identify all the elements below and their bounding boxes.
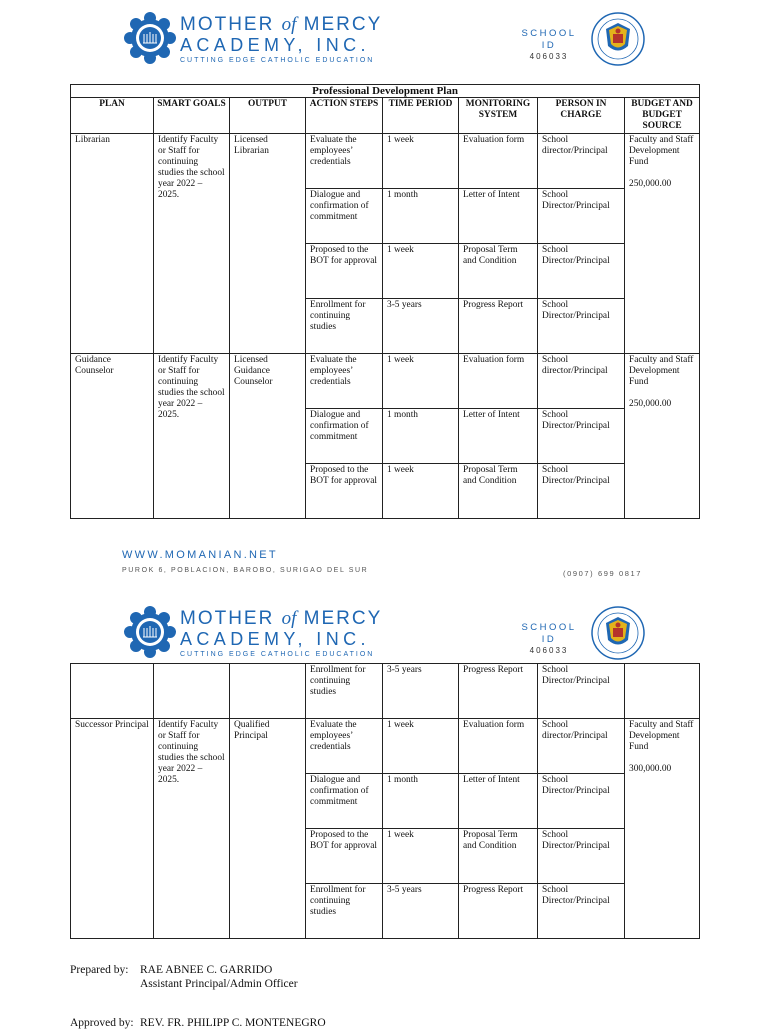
output-cell: Licensed Guidance Counselor bbox=[230, 354, 306, 519]
person-cell: School Director/Principal bbox=[538, 829, 625, 884]
table-title: Professional Development Plan bbox=[71, 85, 700, 98]
col-header-plan: PLAN bbox=[71, 98, 154, 134]
goal-cell: Identify Faculty or Staff for continuing studies the school year 2022 – 2025. bbox=[154, 719, 230, 939]
person-cell: School Director/Principal bbox=[538, 884, 625, 939]
footer-address: PUROK 6, POBLACION, BAROBO, SURIGAO DEL SUR bbox=[122, 567, 369, 574]
time-cell: 3-5 years bbox=[383, 299, 459, 354]
approved-by-name: REV. FR. PHILIPP C. MONTENEGRO bbox=[140, 1017, 326, 1029]
table-row bbox=[71, 719, 700, 774]
person-cell: School Director/Principal bbox=[538, 464, 625, 519]
monitoring-cell: Letter of Intent bbox=[459, 774, 538, 829]
goal-cell bbox=[154, 664, 230, 719]
monitoring-cell: Progress Report bbox=[459, 299, 538, 354]
col-header-action-steps: ACTION STEPS bbox=[306, 98, 383, 134]
person-cell: School Director/Principal bbox=[538, 664, 625, 719]
monitoring-cell: Proposal Term and Condition bbox=[459, 244, 538, 299]
time-cell: 1 month bbox=[383, 409, 459, 464]
monitoring-cell: Letter of Intent bbox=[459, 409, 538, 464]
col-header-person-in-charge: PERSON IN CHARGE bbox=[538, 98, 625, 134]
prepared-by-label: Prepared by: bbox=[70, 964, 129, 976]
person-cell: School director/Principal bbox=[538, 719, 625, 774]
action-cell: Enrollment for continuing studies bbox=[306, 299, 383, 354]
table-row bbox=[71, 664, 700, 719]
plan-cell: Guidance Counselor bbox=[71, 354, 154, 519]
plan-cell: Successor Principal bbox=[71, 719, 154, 939]
col-header-output: OUTPUT bbox=[230, 98, 306, 134]
monitoring-cell: Letter of Intent bbox=[459, 189, 538, 244]
time-cell: 1 week bbox=[383, 464, 459, 519]
person-cell: School Director/Principal bbox=[538, 244, 625, 299]
development-plan-table-continued bbox=[70, 663, 700, 939]
person-cell: School Director/Principal bbox=[538, 189, 625, 244]
action-cell: Proposed to the BOT for approval bbox=[306, 829, 383, 884]
output-cell bbox=[230, 664, 306, 719]
goal-cell: Identify Faculty or Staff for continuing studies the school year 2022 – 2025. bbox=[154, 354, 230, 519]
budget-source: Faculty and Staff Development Fund bbox=[629, 135, 694, 167]
output-cell: Qualified Principal bbox=[230, 719, 306, 939]
table-header-row bbox=[71, 98, 700, 134]
development-plan-table bbox=[70, 84, 700, 519]
action-cell: Evaluate the employees’ credentials bbox=[306, 134, 383, 189]
school-name-block: MOTHER of MERCY ACADEMY, INC. CUTTING EDGE CATHOLIC EDUCATION bbox=[180, 14, 383, 64]
action-cell: Proposed to the BOT for approval bbox=[306, 244, 383, 299]
deped-seal-icon bbox=[591, 606, 645, 660]
time-cell: 1 month bbox=[383, 189, 459, 244]
output-cell: Licensed Librarian bbox=[230, 134, 306, 354]
monitoring-cell: Proposal Term and Condition bbox=[459, 829, 538, 884]
action-cell: Dialogue and confirmation of commitment bbox=[306, 189, 383, 244]
prepared-by-title: Assistant Principal/Admin Officer bbox=[140, 978, 298, 990]
monitoring-cell: Evaluation form bbox=[459, 354, 538, 409]
monitoring-cell: Evaluation form bbox=[459, 719, 538, 774]
col-header-time-period: TIME PERIOD bbox=[383, 98, 459, 134]
prepared-by-name: RAE ABNEE C. GARRIDO bbox=[140, 964, 273, 976]
action-cell: Enrollment for continuing studies bbox=[306, 664, 383, 719]
goal-cell: Identify Faculty or Staff for continuing studies the school year 2022 – 2025. bbox=[154, 134, 230, 354]
budget-source: Faculty and Staff Development Fund bbox=[629, 355, 694, 387]
time-cell: 3-5 years bbox=[383, 884, 459, 939]
action-cell: Evaluate the employees’ credentials bbox=[306, 354, 383, 409]
plan-cell bbox=[71, 664, 154, 719]
school-name-block: MOTHER of MERCY ACADEMY, INC. CUTTING EDGE CATHOLIC EDUCATION bbox=[180, 608, 383, 658]
budget-source: Faculty and Staff Development Fund bbox=[629, 720, 694, 752]
monitoring-cell: Progress Report bbox=[459, 664, 538, 719]
col-header-monitoring-system: MONITORING SYSTEM bbox=[459, 98, 538, 134]
person-cell: School Director/Principal bbox=[538, 774, 625, 829]
action-cell: Dialogue and confirmation of commitment bbox=[306, 774, 383, 829]
budget-cell bbox=[625, 134, 700, 354]
col-header-smart-goals: SMART GOALS bbox=[154, 98, 230, 134]
budget-amount: 250,000.00 bbox=[629, 399, 672, 409]
approved-by-label: Approved by: bbox=[70, 1017, 134, 1029]
time-cell: 1 month bbox=[383, 774, 459, 829]
footer-website: WWW.MOMANIAN.NET bbox=[122, 549, 278, 561]
time-cell: 3-5 years bbox=[383, 664, 459, 719]
budget-amount: 300,000.00 bbox=[629, 764, 672, 774]
action-cell: Evaluate the employees’ credentials bbox=[306, 719, 383, 774]
person-cell: School Director/Principal bbox=[538, 299, 625, 354]
action-cell: Proposed to the BOT for approval bbox=[306, 464, 383, 519]
time-cell: 1 week bbox=[383, 829, 459, 884]
person-cell: School director/Principal bbox=[538, 354, 625, 409]
person-cell: School Director/Principal bbox=[538, 409, 625, 464]
action-cell: Dialogue and confirmation of commitment bbox=[306, 409, 383, 464]
school-id: SCHOOL ID 406033 bbox=[521, 622, 577, 655]
table-title-row bbox=[71, 85, 700, 98]
col-header-budget: BUDGET AND BUDGET SOURCE bbox=[625, 98, 700, 134]
time-cell: 1 week bbox=[383, 354, 459, 409]
budget-cell bbox=[625, 664, 700, 719]
budget-amount: 250,000.00 bbox=[629, 179, 672, 189]
person-cell: School director/Principal bbox=[538, 134, 625, 189]
time-cell: 1 week bbox=[383, 134, 459, 189]
footer-phone: (0907) 699 0817 bbox=[563, 569, 643, 578]
letterhead bbox=[0, 12, 768, 82]
school-seal-icon bbox=[124, 606, 176, 658]
budget-cell bbox=[625, 719, 700, 939]
time-cell: 1 week bbox=[383, 244, 459, 299]
monitoring-cell: Progress Report bbox=[459, 884, 538, 939]
plan-cell: Librarian bbox=[71, 134, 154, 354]
time-cell: 1 week bbox=[383, 719, 459, 774]
budget-cell bbox=[625, 354, 700, 519]
table-row bbox=[71, 134, 700, 189]
deped-seal-icon bbox=[591, 12, 645, 66]
school-seal-icon bbox=[124, 12, 176, 64]
monitoring-cell: Evaluation form bbox=[459, 134, 538, 189]
table-row bbox=[71, 354, 700, 409]
monitoring-cell: Proposal Term and Condition bbox=[459, 464, 538, 519]
school-id: SCHOOL ID 406033 bbox=[521, 28, 577, 61]
action-cell: Enrollment for continuing studies bbox=[306, 884, 383, 939]
